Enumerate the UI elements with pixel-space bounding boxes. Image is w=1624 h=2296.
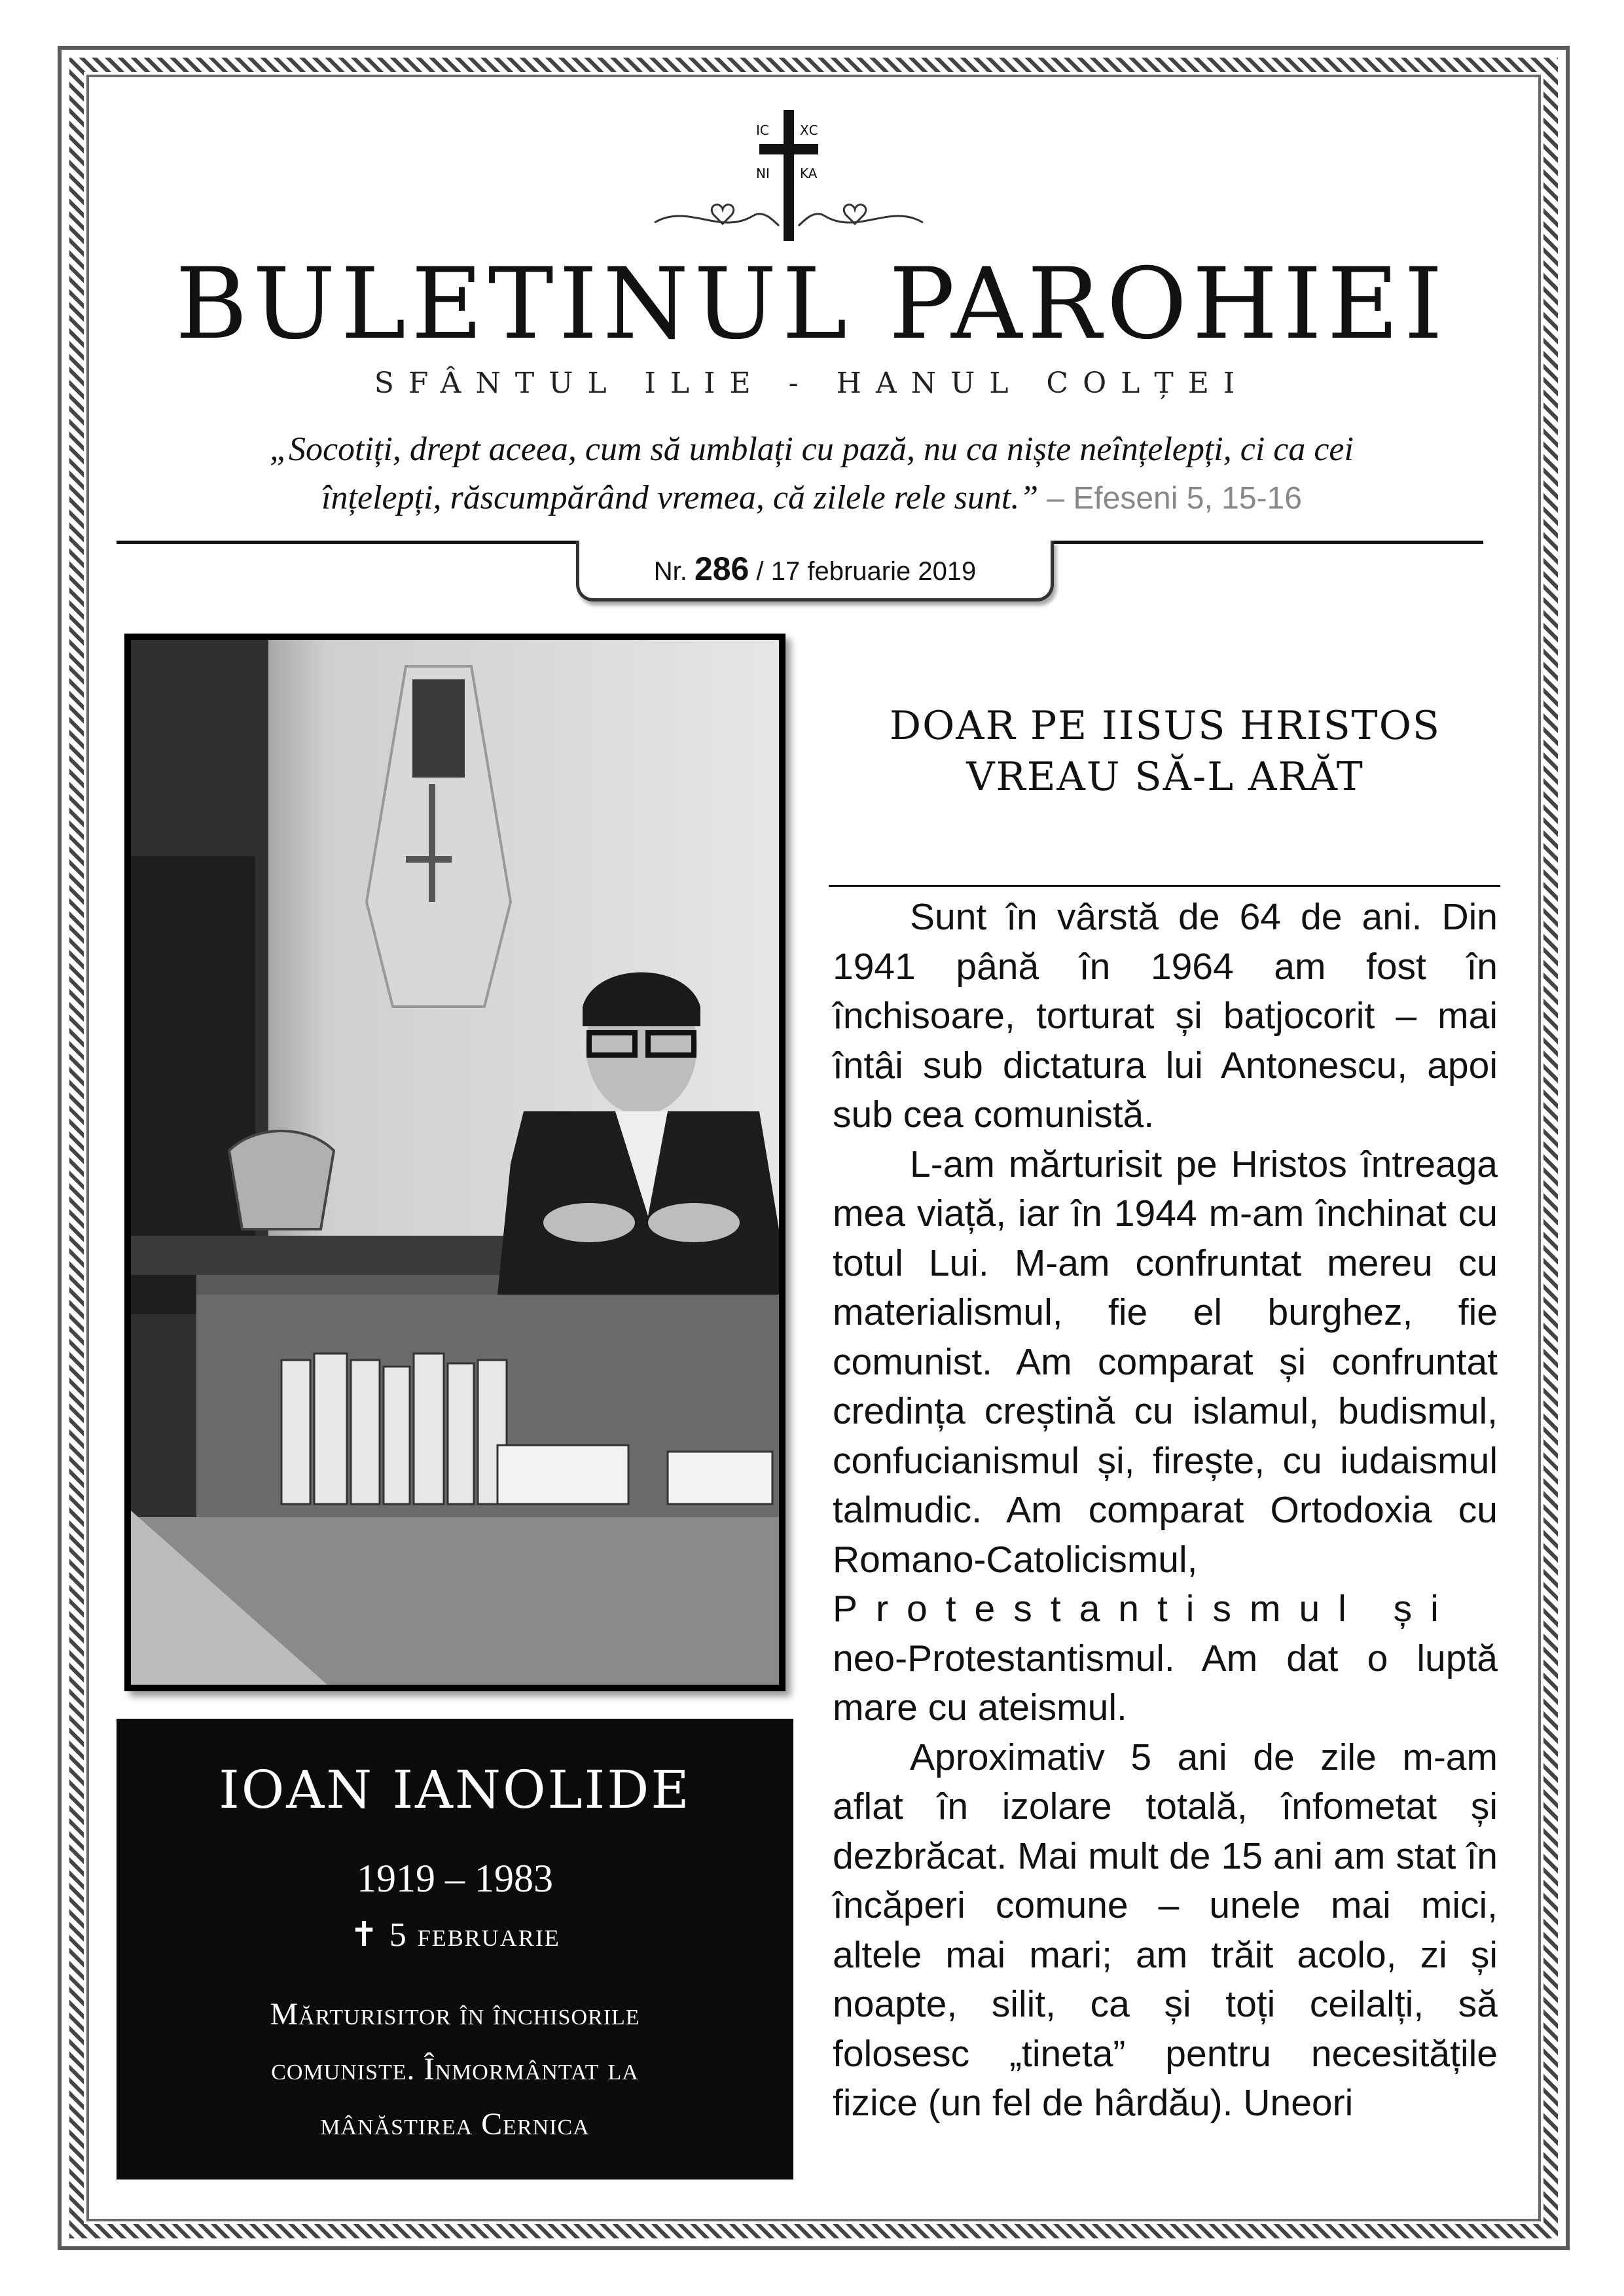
issue-prefix: Nr. (653, 557, 687, 586)
article-line-continuation: neo-Protestantismul. Am dat o luptă mare cu ateismul. (833, 1637, 1498, 1729)
parish-name: SFÂNTUL ILIE - HANUL COLȚEI (374, 367, 1250, 400)
newsletter-title: BULETINUL PAROHIEI (175, 247, 1449, 361)
issue-badge (576, 541, 1054, 601)
issue-number: 286 (694, 550, 749, 587)
profile-caption (117, 1719, 793, 2179)
article-divider (829, 885, 1500, 887)
article-paragraph: L-am mărturisit pe Hristos întreaga mea viață, iar în 1944 m-am închinat cu totul Lui. M-am confruntat mereu cu materialismul, fie el burghez, fie comunist. Am comparat și confruntat credința creștină cu islamul, budismul, confucianismul și, firește, cu iudaismul talmudic. Am comparat Ortodoxia cu Romano-Catolicismul, (833, 1143, 1498, 1581)
quote-line-2-text: înțelepți, răscumpărând vremea, că zilele rele sunt.” (321, 479, 1039, 516)
issue-date: / 17 februarie 2019 (756, 557, 977, 586)
profile-death-date: ✝ 5 februarie (350, 1916, 560, 1954)
article-title-line-2: VREAU SĂ-L ARĂT (966, 754, 1364, 800)
article-body (833, 893, 1498, 2128)
profile-description-line: comuniste. Înmormântat la (271, 2052, 639, 2087)
cross-xc-label: ΧC (800, 122, 818, 138)
article-paragraph: Aproximativ 5 ani de zile m-am aflat în izolare totală, înfometat și dezbrăcat. Mai mult de 15 ani am stat în încăperi comune – unele mai mici, altele mai mari; am trăit acolo, zi și noapte, silit, ca și toți ceilalți, să folosesc „tineta” pentru necesitățile fizice (un fel de hârdău). Uneori (833, 1736, 1498, 2124)
article-spaced-word: Protestantismul și (833, 1588, 1457, 1630)
cross-ic-label: IC (756, 122, 769, 138)
cross-ic-xc-nika-icon (648, 105, 929, 249)
profile-description (156, 1987, 754, 2152)
profile-description-line: mânăstirea Cernica (320, 2107, 590, 2142)
article-paragraph: Sunt în vârstă de 64 de ani. Din 1941 până în 1964 am fost în închisoare, torturat și batjocorit – mai întâi sub dictatura lui Antonescu, apoi sub cea comunistă. (833, 896, 1498, 1136)
scripture-quote (151, 425, 1473, 523)
article-title-line-1: DOAR PE IISUS HRISTOS (890, 703, 1441, 749)
profile-years: 1919 – 1983 (357, 1857, 553, 1900)
cross-ka-label: KA (800, 166, 818, 181)
article-line-spaced (833, 1585, 1498, 1634)
portrait-photo (124, 634, 785, 1691)
cross-ni-label: NI (756, 166, 770, 181)
profile-description-line: Mărturisitor în închisorile (270, 1997, 640, 2032)
quote-reference: – Efeseni 5, 15-16 (1047, 481, 1302, 516)
profile-name: IOAN IANOLIDE (219, 1759, 691, 1820)
photo-illustration (131, 640, 779, 1685)
quote-line-2 (151, 474, 1473, 523)
quote-line-1: „Socotiți, drept aceea, cum să umblați cu pază, nu ca niște neînțelepți, ci ca cei (270, 431, 1354, 468)
article-title (831, 700, 1499, 802)
